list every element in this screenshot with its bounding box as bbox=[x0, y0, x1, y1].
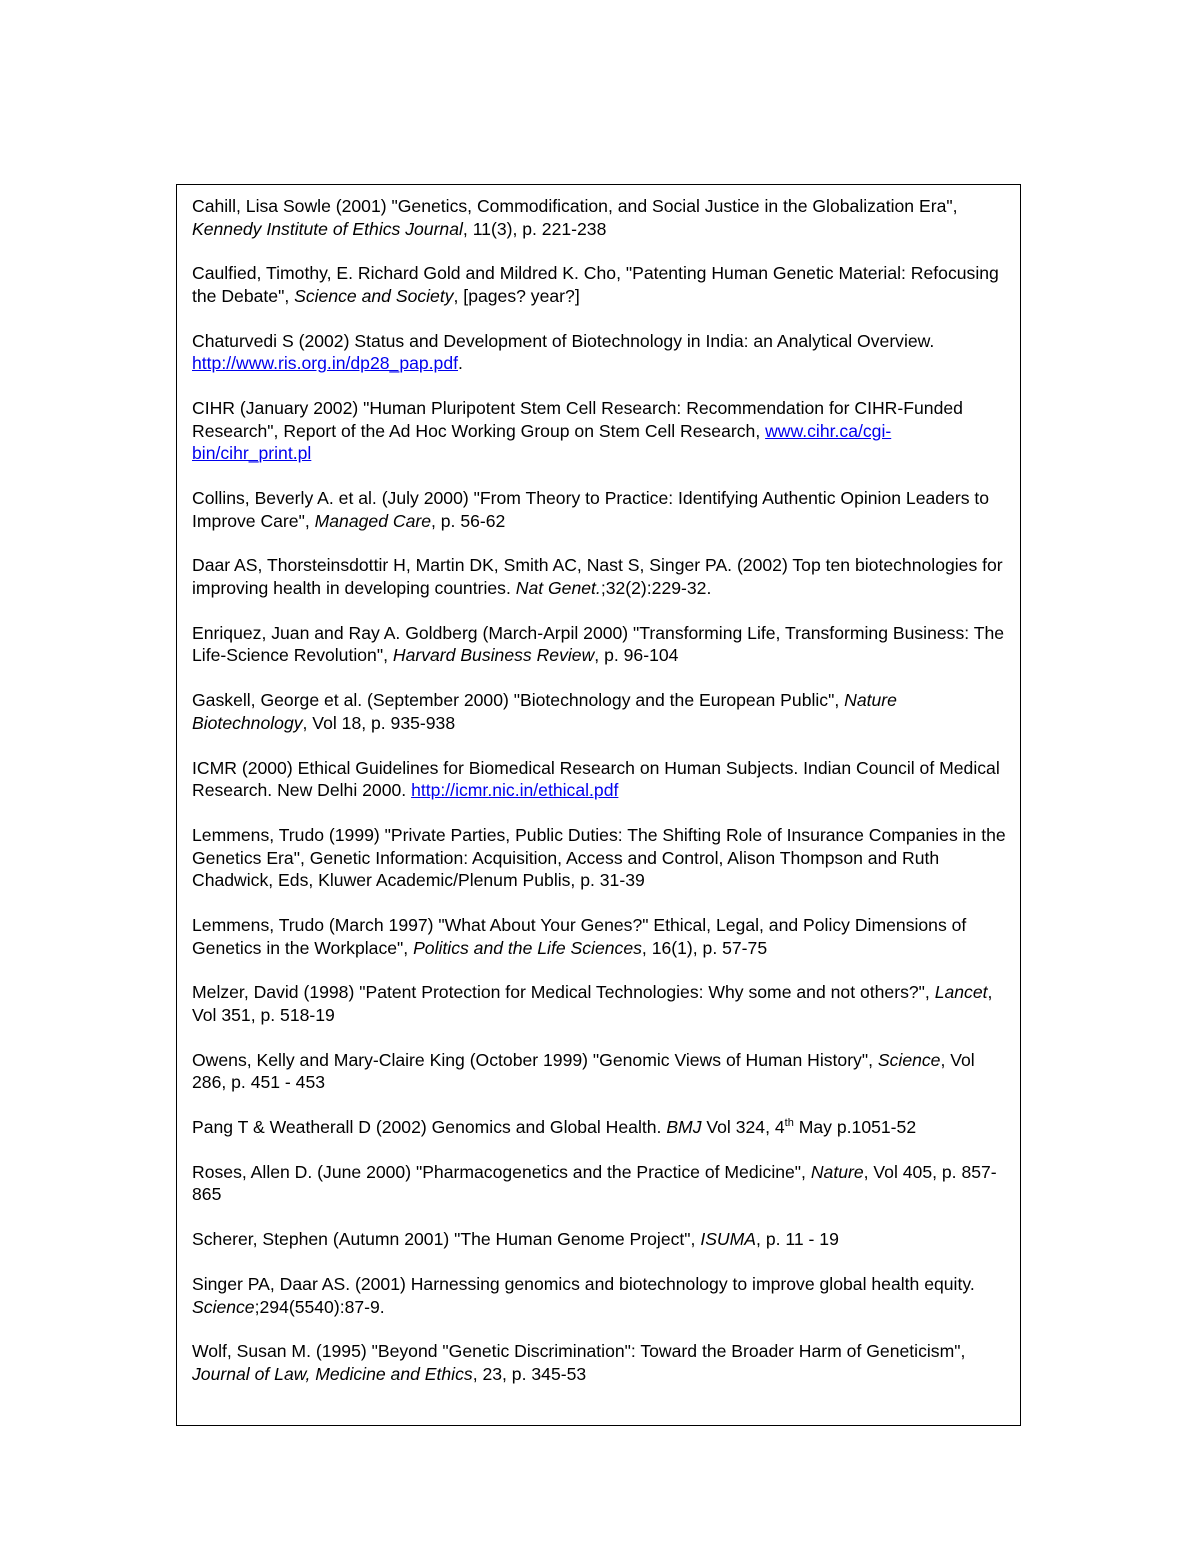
reference-owens: Owens, Kelly and Mary-Claire King (October 1999) "Genomic Views of Human History", Science, Vol 286, p. 451 - 453 bbox=[192, 1049, 975, 1093]
references-box bbox=[176, 184, 1021, 1426]
reference-cihr: CIHR (January 2002) "Human Pluripotent Stem Cell Research: Recommendation for CIHR-Funded Research", Report of the Ad Hoc Working Group on Stem Cell Research, www.cihr.ca/cgi-bin/cihr_print.pl bbox=[192, 398, 963, 464]
reference-collins: Collins, Beverly A. et al. (July 2000) "From Theory to Practice: Identifying Authentic Opinion Leaders to Improve Care", Managed Care, p. 56-62 bbox=[192, 488, 990, 531]
cihr-link[interactable]: www.cihr.ca/cgi-bin/cihr_print.pl bbox=[192, 420, 892, 464]
reference-caulfied: Caulfied, Timothy, E. Richard Gold and Mildred K. Cho, "Patenting Human Genetic Material: Refocusing the Debate", Science and Society, [pages? year?] bbox=[192, 263, 999, 306]
reference-roses: Roses, Allen D. (June 2000) "Pharmacogenetics and the Practice of Medicine", Nature, Vol 405, p. 857-865 bbox=[192, 1161, 997, 1205]
reference-daar: Daar AS, Thorsteinsdottir H, Martin DK, Smith AC, Nast S, Singer PA. (2002) Top ten biotechnologies for improving health in developing countries. Nat Genet.;32(2):229-32. bbox=[192, 555, 1003, 599]
reference-melzer: Melzer, David (1998) "Patent Protection for Medical Technologies: Why some and not others?", Lancet, Vol 351, p. 518-19 bbox=[192, 982, 993, 1025]
reference-pang: Pang T & Weatherall D (2002) Genomics and Global Health. BMJ Vol 324, 4th May p.1051-52 bbox=[192, 1117, 917, 1138]
reference-singer: Singer PA, Daar AS. (2001) Harnessing genomics and biotechnology to improve global health equity. Science;294(5540):87-9. bbox=[192, 1274, 975, 1317]
reference-lemmens-1997: Lemmens, Trudo (March 1997) "What About Your Genes?" Ethical, Legal, and Policy Dimensions of Genetics in the Workplace", Politics and the Life Sciences, 16(1), p. 57-75 bbox=[192, 914, 967, 958]
reference-scherer: Scherer, Stephen (Autumn 2001) "The Human Genome Project", ISUMA, p. 11 - 19 bbox=[192, 1229, 839, 1250]
reference-enriquez: Enriquez, Juan and Ray A. Goldberg (March-Arpil 2000) "Transforming Life, Transforming Business: The Life-Science Revolution", Harvard Business Review, p. 96-104 bbox=[192, 622, 1005, 666]
reference-chaturvedi: Chaturvedi S (2002) Status and Development of Biotechnology in India: an Analytical Overview. http://www.ris.org.in/dp28_pap.pdf. bbox=[192, 330, 935, 374]
reference-gaskell: Gaskell, George et al. (September 2000) "Biotechnology and the European Public", Nature Biotechnology, Vol 18, p. 935-938 bbox=[192, 690, 897, 733]
reference-cahill: Cahill, Lisa Sowle (2001) "Genetics, Commodification, and Social Justice in the Globalization Era", Kennedy Institute of Ethics Journal, 11(3), p. 221-238 bbox=[192, 196, 958, 239]
reference-lemmens-1999: Lemmens, Trudo (1999) "Private Parties, Public Duties: The Shifting Role of Insurance Companies in the Genetics Era", Genetic Information: Acquisition, Access and Control, Alison Thompson and Ruth Chadwick, Eds, Kluwer Academic/Plenum Publis, p. 31-39 bbox=[192, 824, 1006, 891]
reference-icmr: ICMR (2000) Ethical Guidelines for Biomedical Research on Human Subjects. Indian Council of Medical Research. New Delhi 2000. http://icmr.nic.in/ethical.pdf bbox=[192, 757, 1000, 801]
icmr-link[interactable]: http://icmr.nic.in/ethical.pdf bbox=[411, 780, 619, 801]
reference-wolf: Wolf, Susan M. (1995) "Beyond "Genetic Discrimination": Toward the Broader Harm of Geneticism", Journal of Law, Medicine and Ethics, 23, p. 345-53 bbox=[192, 1341, 966, 1384]
ris-link[interactable]: http://www.ris.org.in/dp28_pap.pdf bbox=[192, 353, 459, 374]
reference-list bbox=[192, 195, 1006, 1386]
